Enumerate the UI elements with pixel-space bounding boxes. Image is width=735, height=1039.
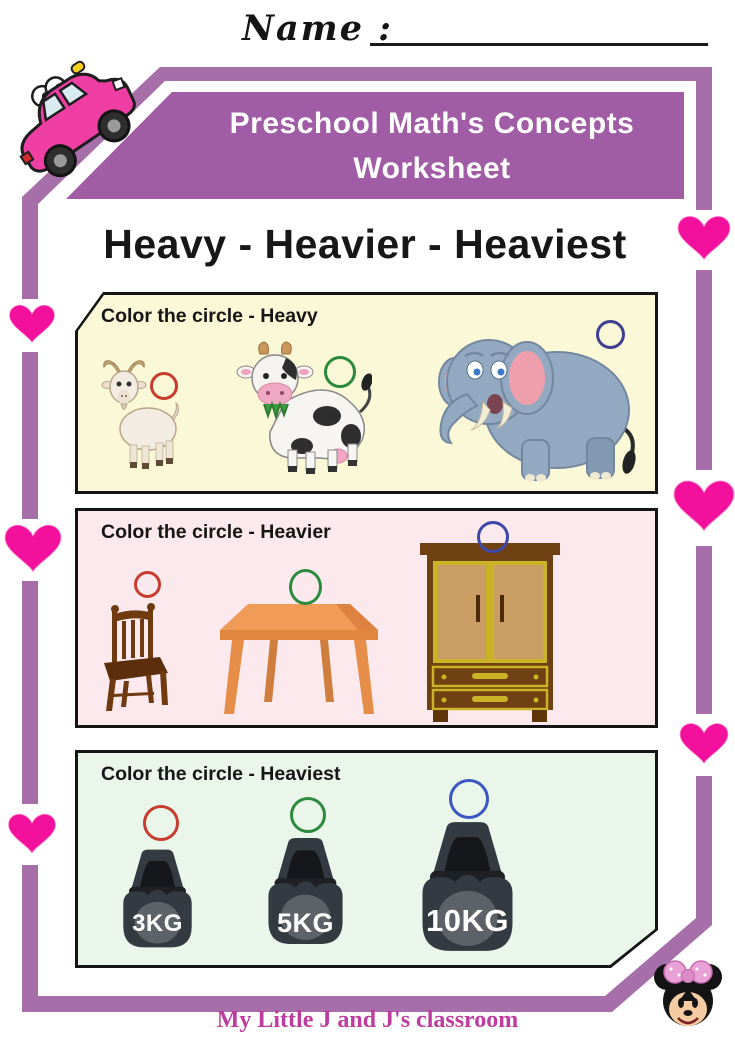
banner-title-line1: Preschool Math's Concepts [229, 107, 635, 140]
section-heaviest [75, 750, 658, 968]
footer-credit: My Little J and J's classroom [216, 1007, 519, 1033]
answer-circle-heavy-elephant[interactable] [596, 320, 625, 349]
chair-icon [102, 603, 170, 713]
kettlebell-10kg-label: 10KG [426, 903, 509, 938]
section-heavy-title: Color the circle - Heavy [101, 305, 318, 327]
answer-circle-heaviest-5kg[interactable] [290, 797, 326, 833]
answer-circle-heavier-table[interactable] [289, 569, 322, 605]
cupboard-icon [420, 543, 560, 722]
section-heavy [75, 292, 658, 494]
minnie-mouse-icon [652, 959, 724, 1038]
banner-title [182, 94, 682, 198]
kettlebell-3kg-icon [110, 842, 205, 955]
page-title: Heavy - Heavier - Heaviest [103, 221, 627, 267]
section-heaviest-title: Color the circle - Heaviest [101, 763, 341, 785]
answer-circle-heavy-cow[interactable] [324, 356, 356, 388]
answer-circle-heaviest-10kg[interactable] [449, 779, 489, 819]
answer-circle-heavier-cupboard[interactable] [477, 521, 509, 553]
name-input-line[interactable] [370, 14, 708, 46]
name-label: Name : [242, 8, 394, 49]
answer-circle-heavier-chair[interactable] [134, 571, 161, 598]
section-heavier [75, 508, 658, 728]
kettlebell-3kg-label: 3KG [132, 910, 183, 937]
section-heavier-title: Color the circle - Heavier [101, 521, 331, 543]
answer-circle-heavy-goat[interactable] [150, 372, 178, 400]
banner-title-line2: Worksheet [353, 152, 511, 185]
table-icon [218, 600, 380, 718]
car-icon [0, 44, 152, 186]
kettlebell-5kg-label: 5KG [276, 908, 335, 938]
answer-circle-heaviest-3kg[interactable] [143, 805, 179, 841]
